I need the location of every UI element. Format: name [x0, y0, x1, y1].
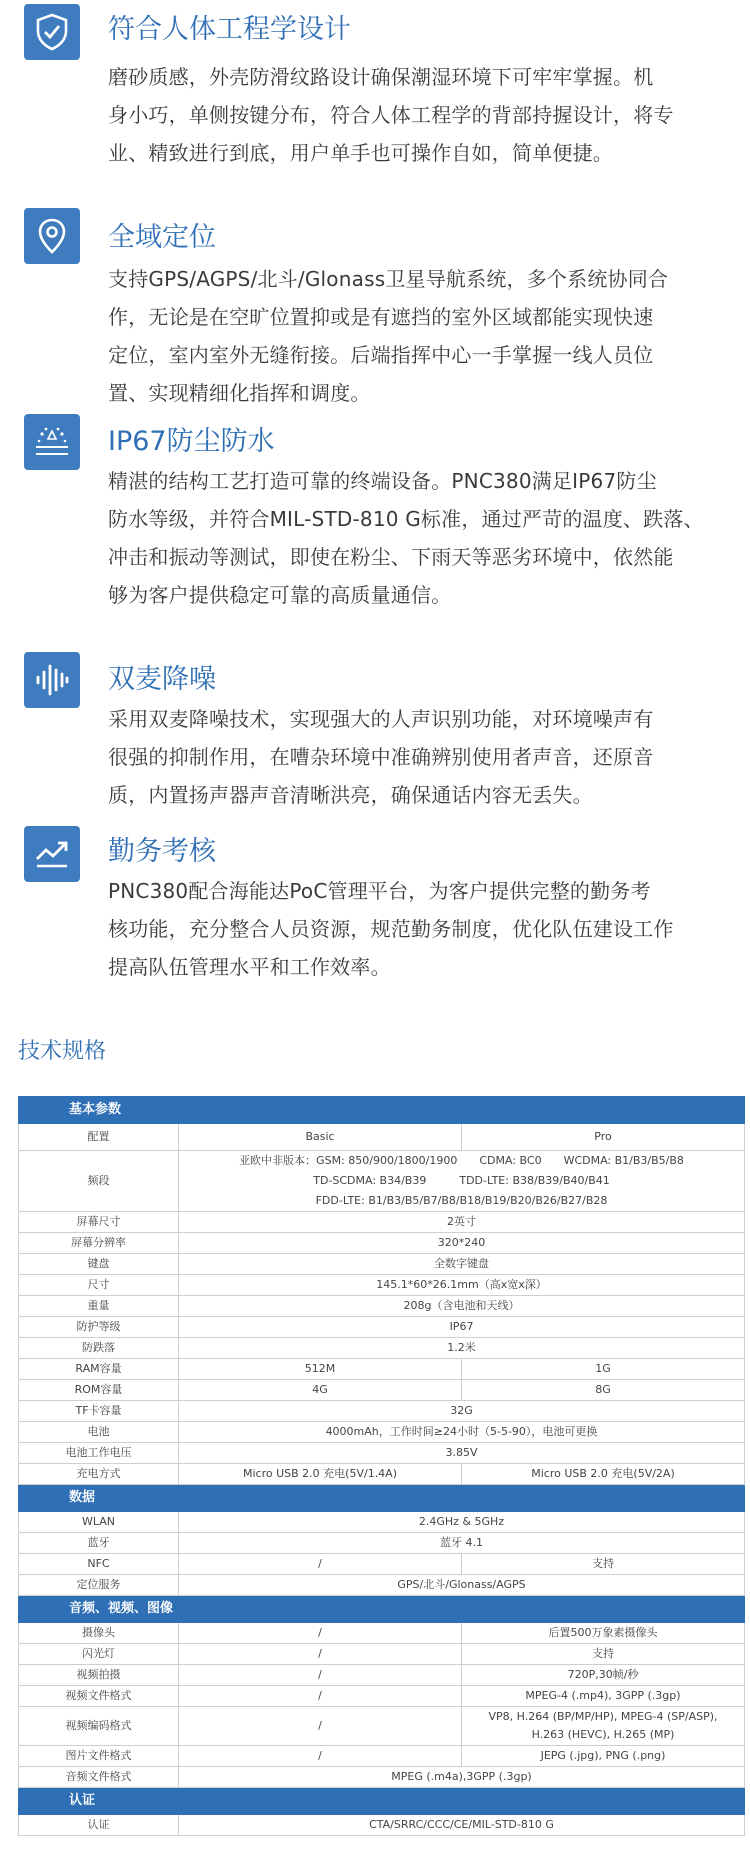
shield-check-icon [24, 4, 80, 60]
spec-value: 32G [179, 1401, 745, 1422]
spec-label: 防护等级 [19, 1317, 179, 1338]
spec-label: 键盘 [19, 1254, 179, 1275]
spec-value-basic: / [179, 1665, 462, 1686]
spec-value-basic: / [179, 1746, 462, 1767]
spec-value: 2.4GHz & 5GHz [179, 1512, 745, 1533]
spec-label: WLAN [19, 1512, 179, 1533]
feature-title: 双麦降噪 [108, 664, 216, 695]
spec-label: 定位服务 [19, 1575, 179, 1596]
feature-title: IP67防尘防水 [108, 426, 275, 457]
spec-value-pro: JEPG (.jpg), PNG (.png) [462, 1746, 745, 1767]
spec-label: 视频文件格式 [19, 1686, 179, 1707]
spec-value-basic: / [179, 1686, 462, 1707]
spec-value-pro: 8G [462, 1380, 745, 1401]
spec-value: 320*240 [179, 1233, 745, 1254]
spec-label: 电池工作电压 [19, 1443, 179, 1464]
spec-value-pro: 720P,30帧/秒 [462, 1665, 745, 1686]
spec-value: GPS/北斗/Glonass/AGPS [179, 1575, 745, 1596]
spec-value-basic: / [179, 1623, 462, 1644]
sound-wave-icon [24, 652, 80, 708]
spec-label: 音频文件格式 [19, 1767, 179, 1788]
spec-label: TF卡容量 [19, 1401, 179, 1422]
section-media: 音频、视频、图像 [19, 1596, 745, 1623]
trend-chart-icon [24, 826, 80, 882]
spec-label: 重量 [19, 1296, 179, 1317]
spec-value: 3.85V [179, 1443, 745, 1464]
spec-value: 1.2米 [179, 1338, 745, 1359]
spec-label: 视频拍摄 [19, 1665, 179, 1686]
spec-value-band: 亚欧中非版本：GSM: 850/900/1800/1900 CDMA: BC0 WCDMA: B1/B3/B5/B8 TD-SCDMA: B34/B39 TDD-LTE: B38/B39/B40/B41 FDD-LTE: B1/B3/B5/B7/B8/B18/B19/B20/B26/B27/B28 [179, 1151, 745, 1212]
feature-title: 全域定位 [108, 222, 216, 253]
location-pin-icon [24, 208, 80, 264]
spec-value: 蓝牙 4.1 [179, 1533, 745, 1554]
feature-description: 支持GPS/AGPS/北斗/Glonass卫星导航系统，多个系统协同合 作，无论是在空旷位置抑或是有遮挡的室外区域都能实现快速 定位，室内室外无缝衔接。后端指挥中心一手掌握一线人员位 置、实现精细化指挥和调度。 [108, 267, 669, 405]
feature-description: 采用双麦降噪技术，实现强大的人声识别功能，对环境噪声有 很强的抑制作用，在嘈杂环境中准确辨别使用者声音，还原音 质，内置扬声器声音清晰洪亮，确保通话内容无丢失。 [108, 707, 654, 807]
spec-section-title: 技术规格 [18, 1039, 107, 1064]
spec-label: 频段 [19, 1151, 179, 1212]
spec-header-basic: Basic [179, 1124, 462, 1151]
feature-title: 符合人体工程学设计 [108, 14, 351, 45]
spec-value-basic: / [179, 1554, 462, 1575]
spec-value: 4000mAh，工作时间≥24小时（5-5-90），电池可更换 [179, 1422, 745, 1443]
spec-value: 208g（含电池和天线） [179, 1296, 745, 1317]
spec-label: 电池 [19, 1422, 179, 1443]
feature-description: 精湛的结构工艺打造可靠的终端设备。PNC380满足IP67防尘 防水等级，并符合MIL-STD-810 G标准，通过严苛的温度、跌落、 冲击和振动等测试，即使在粉尘、下雨天等恶劣环境中，依然能 够为客户提供稳定可靠的高质量通信。 [108, 469, 704, 607]
section-certification: 认证 [19, 1788, 745, 1815]
spec-value-basic: Micro USB 2.0 充电(5V/1.4A) [179, 1464, 462, 1485]
spec-label: 配置 [19, 1124, 179, 1151]
spec-label: 屏幕分辨率 [19, 1233, 179, 1254]
spec-value: 全数字键盘 [179, 1254, 745, 1275]
feature-description: 磨砂质感，外壳防滑纹路设计确保潮湿环境下可牢牢掌握。机 身小巧，单侧按键分布，符合人体工程学的背部持握设计，将专 业、精致进行到底，用户单手也可操作自如，简单便捷。 [108, 65, 674, 165]
spec-label: 防跌落 [19, 1338, 179, 1359]
spec-header-pro: Pro [462, 1124, 745, 1151]
spec-label: 尺寸 [19, 1275, 179, 1296]
spec-label: 图片文件格式 [19, 1746, 179, 1767]
spec-table [18, 1096, 745, 1836]
feature-description: PNC380配合海能达PoC管理平台，为客户提供完整的勤务考 核功能，充分整合人员资源，规范勤务制度，优化队伍建设工作 提高队伍管理水平和工作效率。 [108, 879, 674, 979]
spec-value-pro: 支持 [462, 1644, 745, 1665]
spec-value-pro: 支持 [462, 1554, 745, 1575]
spec-label: 充电方式 [19, 1464, 179, 1485]
spec-value-basic: 4G [179, 1380, 462, 1401]
feature-title: 勤务考核 [108, 836, 216, 867]
spec-value-pro: 1G [462, 1359, 745, 1380]
spec-value-basic: / [179, 1707, 462, 1746]
spec-value-pro: VP8, H.264 (BP/MP/HP), MPEG-4 (SP/ASP), H.263 (HEVC), H.265 (MP) [462, 1707, 745, 1746]
section-data: 数据 [19, 1485, 745, 1512]
spec-value: CTA/SRRC/CCC/CE/MIL-STD-810 G [179, 1815, 745, 1836]
spec-label: NFC [19, 1554, 179, 1575]
spec-value-basic: 512M [179, 1359, 462, 1380]
spec-label: 屏幕尺寸 [19, 1212, 179, 1233]
spec-label: RAM容量 [19, 1359, 179, 1380]
spec-label: 摄像头 [19, 1623, 179, 1644]
spec-label: 认证 [19, 1815, 179, 1836]
spec-value: 145.1*60*26.1mm（高x宽x深） [179, 1275, 745, 1296]
spec-value-pro: MPEG-4 (.mp4), 3GPP (.3gp) [462, 1686, 745, 1707]
spec-value: MPEG (.m4a),3GPP (.3gp) [179, 1767, 745, 1788]
spec-value: 2英寸 [179, 1212, 745, 1233]
spec-value: IP67 [179, 1317, 745, 1338]
spec-value-basic: / [179, 1644, 462, 1665]
spec-label: ROM容量 [19, 1380, 179, 1401]
spec-label: 视频编码格式 [19, 1707, 179, 1746]
spec-value-pro: Micro USB 2.0 充电(5V/2A) [462, 1464, 745, 1485]
spec-label: 蓝牙 [19, 1533, 179, 1554]
spec-label: 闪光灯 [19, 1644, 179, 1665]
waterproof-icon [24, 414, 80, 470]
section-basic: 基本参数 [19, 1097, 745, 1124]
spec-value-pro: 后置500万象素摄像头 [462, 1623, 745, 1644]
